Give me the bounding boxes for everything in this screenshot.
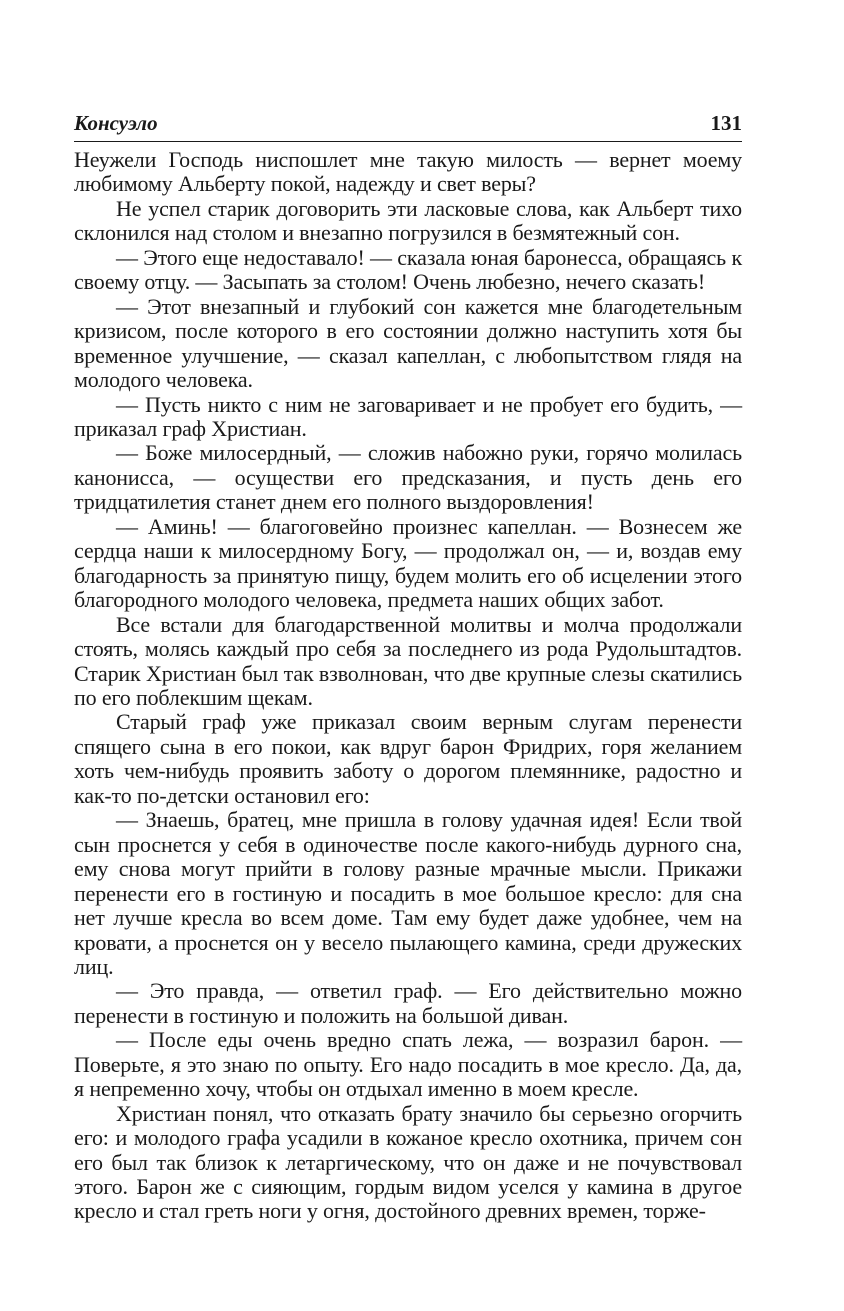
paragraph: — Этот внезапный и глубокий сон кажется мне благодетельным кризисом, после которого в его состоянии должно наступить хотя бы временное улучшение, — сказал капеллан, с любопытством глядя на молодого человека. (74, 293, 742, 393)
paragraph: — Этого еще недоставало! — сказала юная баронесса, обращаясь к своему отцу. — Засыпать за столом! Очень любезно, нечего сказать! (74, 244, 742, 295)
paragraph: Неужели Господь ниспошлет мне такую милость — вернет моему любимому Альберту покой, надежду и свет веры? (74, 147, 742, 197)
paragraph: Все встали для благодарственной молитвы и молча продолжали стоять, молясь каждый про себя за последнего из рода Рудольштадтов. Старик Христиан был так взволнован, что две крупные слезы скатились по его поблекшим щекам. (74, 611, 742, 710)
paragraph: — Аминь! — благоговейно произнес капеллан. — Вознесем же сердца наши к милосердному Богу, — продолжал он, — и, воздав ему благодарность за принятую пищу, будем молить его об исцелении этого благородного молодого человека, предмета наших общих забот. (74, 513, 742, 613)
paragraph: — Пусть никто с ним не заговаривает и не пробует его будить, — приказал граф Христиан. (74, 391, 742, 441)
paragraph: — После еды очень вредно спать лежа, — возразил барон. — Поверьте, я это знаю по опыту. Его надо посадить в мое кресло. Да, да, я непременно хочу, чтобы он отдыхал именно в моем кресле. (74, 1027, 742, 1102)
book-title: Консуэло (74, 111, 158, 135)
paragraph: — Это правда, — ответил граф. — Его действительно можно перенести в гостиную и положить на большой диван. (74, 978, 742, 1028)
paragraph: Старый граф уже приказал своим верным слугам перенести спящего сына в его покои, как вдруг барон Фридрих, горя желанием хоть чем-нибудь проявить заботу о дорогом племяннике, радостно и как-то по-детски остановил его: (74, 709, 742, 808)
paragraph: — Боже милосердный, — сложив набожно руки, горячо молилась канонисса, — осуществи его предсказания, и пусть день его тридцатилетия станет днем его полного выздоровления! (74, 440, 742, 515)
paragraph: Не успел старик договорить эти ласковые слова, как Альберт тихо склонился над столом и внезапно погрузился в безмятежный сон. (74, 195, 742, 246)
running-header (74, 110, 742, 142)
paragraph: Христиан понял, что отказать брату значило бы серьезно огорчить его: и молодого графа усадили в кожаное кресло охотника, причем сон его был так близок к летаргическому, что он даже и не почувствовал этого. Барон же с сияющим, гордым видом уселся у камина в другое кресло и стал греть ноги у огня, достойного древних времен, торже- (74, 1100, 742, 1224)
body-text (74, 148, 742, 1224)
book-page (74, 110, 742, 1224)
page-number: 131 (710, 111, 742, 135)
paragraph: — Знаешь, братец, мне пришла в голову удачная идея! Если твой сын проснется у себя в одиночестве после какого-нибудь дурного сна, ему снова могут прийти в голову разные мрачные мысли. Прикажи перенести его в гостиную и посадить в мое большое кресло: для сна нет лучше кресла во всем доме. Там ему будет даже удобнее, чем на кровати, а проснется он у весело пылающего камина, среди дружеских лиц. (74, 807, 742, 979)
